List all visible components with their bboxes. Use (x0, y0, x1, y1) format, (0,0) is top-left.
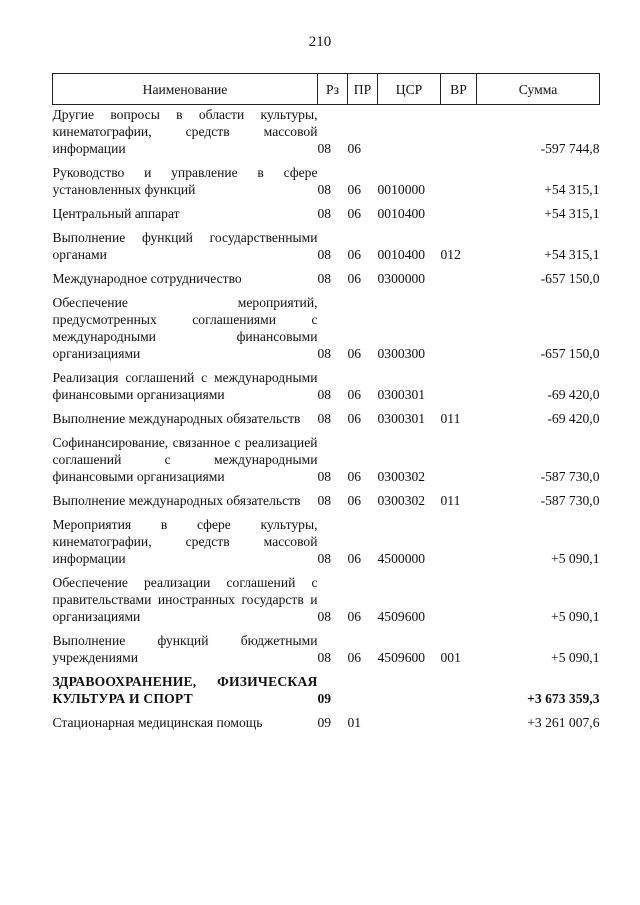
row-pr: 06 (347, 182, 362, 197)
row-pr: 06 (347, 271, 362, 286)
row-sum: -587 730,0 (540, 493, 600, 508)
header-pr: ПР (348, 74, 378, 105)
row-pr: 06 (347, 650, 362, 665)
row-pr: 06 (347, 411, 362, 426)
row-pr: 06 (347, 493, 362, 508)
row-vr (441, 567, 477, 625)
row-name: Обеспечение реализации соглашений с правительствами иностранных государств и организациями (52, 575, 318, 624)
row-sum: -597 744,8 (540, 141, 600, 156)
row-pr: 06 (347, 469, 362, 484)
row-sum: +54 315,1 (544, 206, 600, 221)
row-vr (441, 263, 477, 287)
row-rz: 09 (317, 691, 332, 706)
table-row (53, 157, 600, 198)
row-sum: -69 420,0 (547, 387, 600, 402)
row-vr (441, 105, 477, 158)
row-csr: 0010400 (377, 247, 426, 262)
row-vr (441, 427, 477, 485)
row-name: Выполнение международных обязательств (52, 493, 301, 508)
row-name: Центральный аппарат (52, 206, 180, 221)
row-vr (441, 362, 477, 403)
row-pr: 01 (347, 715, 362, 730)
row-name: Стационарная медицинская помощь (52, 715, 263, 730)
row-sum: +54 315,1 (544, 247, 600, 262)
row-name: Руководство и управление в сфере установленных функций (52, 165, 318, 197)
row-name: Другие вопросы в области культуры, кинематографии, средств массовой информации (52, 107, 318, 156)
header-rz: Рз (318, 74, 348, 105)
table-row (53, 625, 600, 666)
row-vr (441, 287, 477, 362)
row-pr: 06 (347, 247, 362, 262)
row-csr: 0300000 (377, 271, 426, 286)
row-vr: 012 (440, 247, 461, 262)
row-vr (441, 157, 477, 198)
row-name: Выполнение функций государственными органами (52, 230, 318, 262)
row-csr: 0010000 (377, 182, 426, 197)
table-row (53, 707, 600, 731)
row-rz: 08 (317, 551, 332, 566)
row-rz: 08 (317, 469, 332, 484)
row-csr: 0300302 (377, 493, 426, 508)
row-name: Выполнение функций бюджетными учреждениями (52, 633, 318, 665)
row-vr (441, 707, 477, 731)
row-rz: 08 (317, 493, 332, 508)
table-row (53, 485, 600, 509)
table-row (53, 362, 600, 403)
header-vr: ВР (441, 74, 477, 105)
row-pr: 06 (347, 206, 362, 221)
row-name: Мероприятия в сфере культуры, кинематографии, средств массовой информации (52, 517, 318, 566)
row-rz: 08 (317, 387, 332, 402)
row-csr: 4500000 (377, 551, 426, 566)
table-row (53, 105, 600, 158)
row-csr: 0300300 (377, 346, 426, 361)
row-csr: 0300301 (377, 387, 426, 402)
row-pr (348, 666, 378, 707)
table-header-row (53, 74, 600, 105)
row-name: Софинансирование, связанное с реализацией соглашений с международными финансовыми организациями (52, 435, 318, 484)
row-sum: +5 090,1 (551, 551, 600, 566)
row-sum: +3 261 007,6 (527, 715, 600, 730)
row-vr: 011 (440, 493, 461, 508)
header-csr: ЦСР (378, 74, 441, 105)
table-row (53, 567, 600, 625)
table-row (53, 427, 600, 485)
row-rz: 08 (317, 346, 332, 361)
row-pr: 06 (347, 387, 362, 402)
row-sum: +5 090,1 (551, 650, 600, 665)
header-name: Наименование (53, 74, 318, 105)
row-rz: 08 (317, 206, 332, 221)
row-csr: 4509600 (377, 609, 426, 624)
row-csr: 4509600 (377, 650, 426, 665)
row-pr: 06 (347, 609, 362, 624)
row-csr: 0010400 (377, 206, 426, 221)
section-title: ЗДРАВООХРАНЕНИЕ, ФИЗИЧЕСКАЯ КУЛЬТУРА И СПОРТ (52, 674, 318, 706)
row-rz: 08 (317, 609, 332, 624)
row-name: Реализация соглашений с международными финансовыми организациями (52, 370, 318, 402)
row-pr: 06 (347, 551, 362, 566)
table-row (53, 287, 600, 362)
row-sum: -587 730,0 (540, 469, 600, 484)
row-sum: +54 315,1 (544, 182, 600, 197)
row-rz: 08 (317, 271, 332, 286)
row-rz: 08 (317, 650, 332, 665)
row-vr (441, 509, 477, 567)
row-csr (378, 666, 441, 707)
row-csr: 0300301 (377, 411, 426, 426)
row-sum: +5 090,1 (551, 609, 600, 624)
row-name: Выполнение международных обязательств (52, 411, 301, 426)
row-vr (441, 198, 477, 222)
row-rz: 08 (317, 411, 332, 426)
row-sum: -69 420,0 (547, 411, 600, 426)
row-rz: 08 (317, 247, 332, 262)
table-row (53, 198, 600, 222)
row-vr: 001 (440, 650, 461, 665)
row-name: Международное сотрудничество (52, 271, 242, 286)
row-pr: 06 (347, 141, 362, 156)
row-csr: 0300302 (377, 469, 426, 484)
row-csr (378, 707, 441, 731)
table-row (53, 263, 600, 287)
section-row (53, 666, 600, 707)
row-vr (441, 666, 477, 707)
section-sum: +3 673 359,3 (527, 691, 600, 706)
row-rz: 09 (317, 715, 332, 730)
table-row (53, 403, 600, 427)
header-sum: Сумма (477, 74, 600, 105)
row-csr (378, 105, 441, 158)
table-row (53, 509, 600, 567)
row-sum: -657 150,0 (540, 346, 600, 361)
row-vr: 011 (440, 411, 461, 426)
page-number: 210 (308, 34, 332, 50)
budget-table (52, 73, 600, 731)
table-row (53, 222, 600, 263)
row-rz: 08 (317, 141, 332, 156)
row-pr: 06 (347, 346, 362, 361)
row-name: Обеспечение мероприятий, предусмотренных соглашениями с международными финансовыми организациями (52, 295, 318, 361)
row-rz: 08 (317, 182, 332, 197)
row-sum: -657 150,0 (540, 271, 600, 286)
